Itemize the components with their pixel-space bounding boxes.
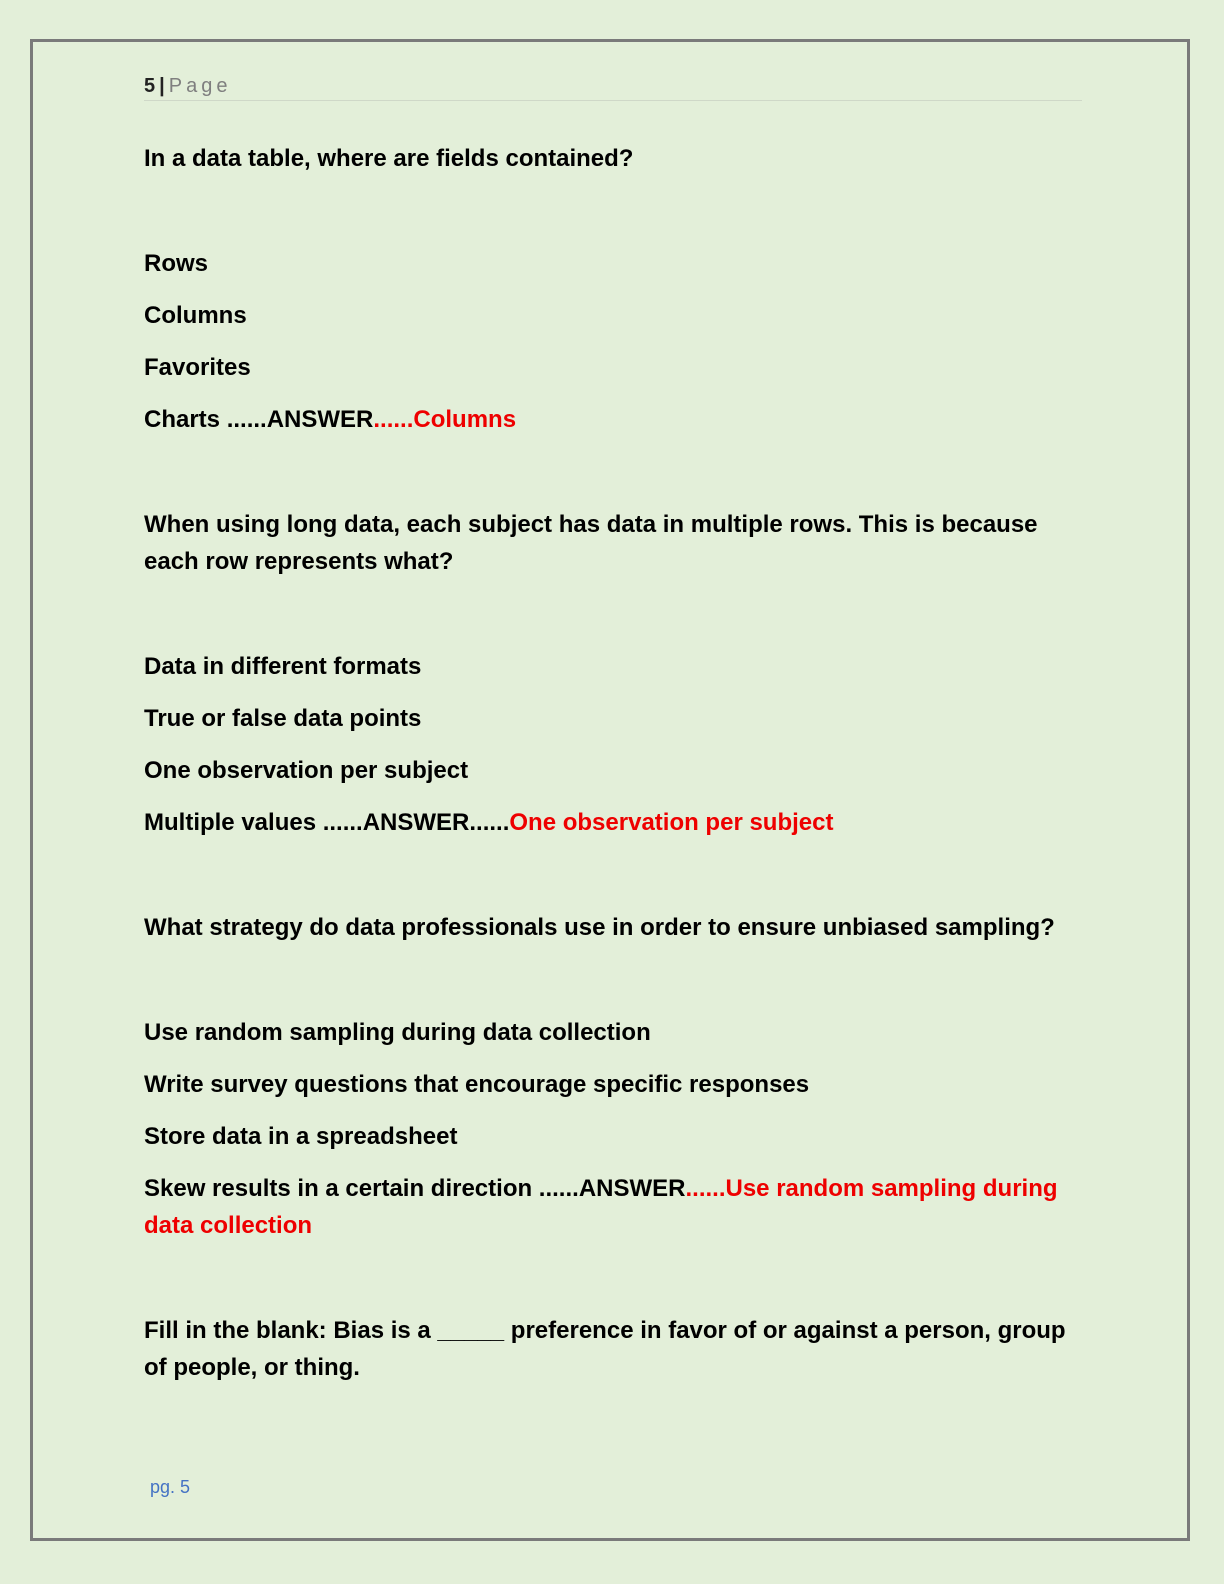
question-text: What strategy do data professionals use in order to ensure unbiased sampling? bbox=[144, 914, 1055, 941]
option: True or false data points bbox=[144, 705, 422, 732]
option: Columns bbox=[144, 302, 247, 329]
document-content bbox=[144, 140, 1084, 1386]
last-option-text: Charts ......ANSWER bbox=[144, 406, 374, 433]
page-header bbox=[144, 72, 1082, 101]
question-block-2 bbox=[144, 506, 1084, 841]
question-text: When using long data, each subject has data in multiple rows. This is because each row represents what? bbox=[144, 511, 1038, 575]
answer-text: ......Columns bbox=[373, 406, 517, 433]
question-text: In a data table, where are fields contained? bbox=[144, 145, 634, 172]
option-with-answer bbox=[144, 401, 1084, 438]
option-with-answer bbox=[144, 1170, 1084, 1244]
header-separator: | bbox=[159, 75, 165, 97]
option: Store data in a spreadsheet bbox=[144, 1123, 458, 1150]
page-footer: pg. 5 bbox=[150, 1477, 191, 1497]
answer-text: One observation per subject bbox=[509, 809, 834, 836]
answer-text: ......Use random sampling during data collection bbox=[144, 1175, 1058, 1239]
question-text: Fill in the blank: Bias is a _____ preference in favor of or against a person, group of people, or thing. bbox=[144, 1317, 1066, 1381]
question-block-3 bbox=[144, 909, 1084, 1244]
option: One observation per subject bbox=[144, 757, 469, 784]
option: Rows bbox=[144, 250, 209, 277]
option: Data in different formats bbox=[144, 653, 422, 680]
last-option-text: Multiple values ......ANSWER...... bbox=[144, 809, 510, 836]
option-with-answer bbox=[144, 804, 1084, 841]
option: Use random sampling during data collection bbox=[144, 1019, 651, 1046]
last-option-text: Skew results in a certain direction ......ANSWER bbox=[144, 1175, 686, 1202]
header-page-word: Page bbox=[168, 75, 232, 97]
question-block-1 bbox=[144, 140, 1084, 438]
option: Favorites bbox=[144, 354, 251, 381]
question-block-4 bbox=[144, 1312, 1084, 1386]
option: Write survey questions that encourage specific responses bbox=[144, 1071, 810, 1098]
header-page-number: 5 bbox=[144, 75, 156, 97]
